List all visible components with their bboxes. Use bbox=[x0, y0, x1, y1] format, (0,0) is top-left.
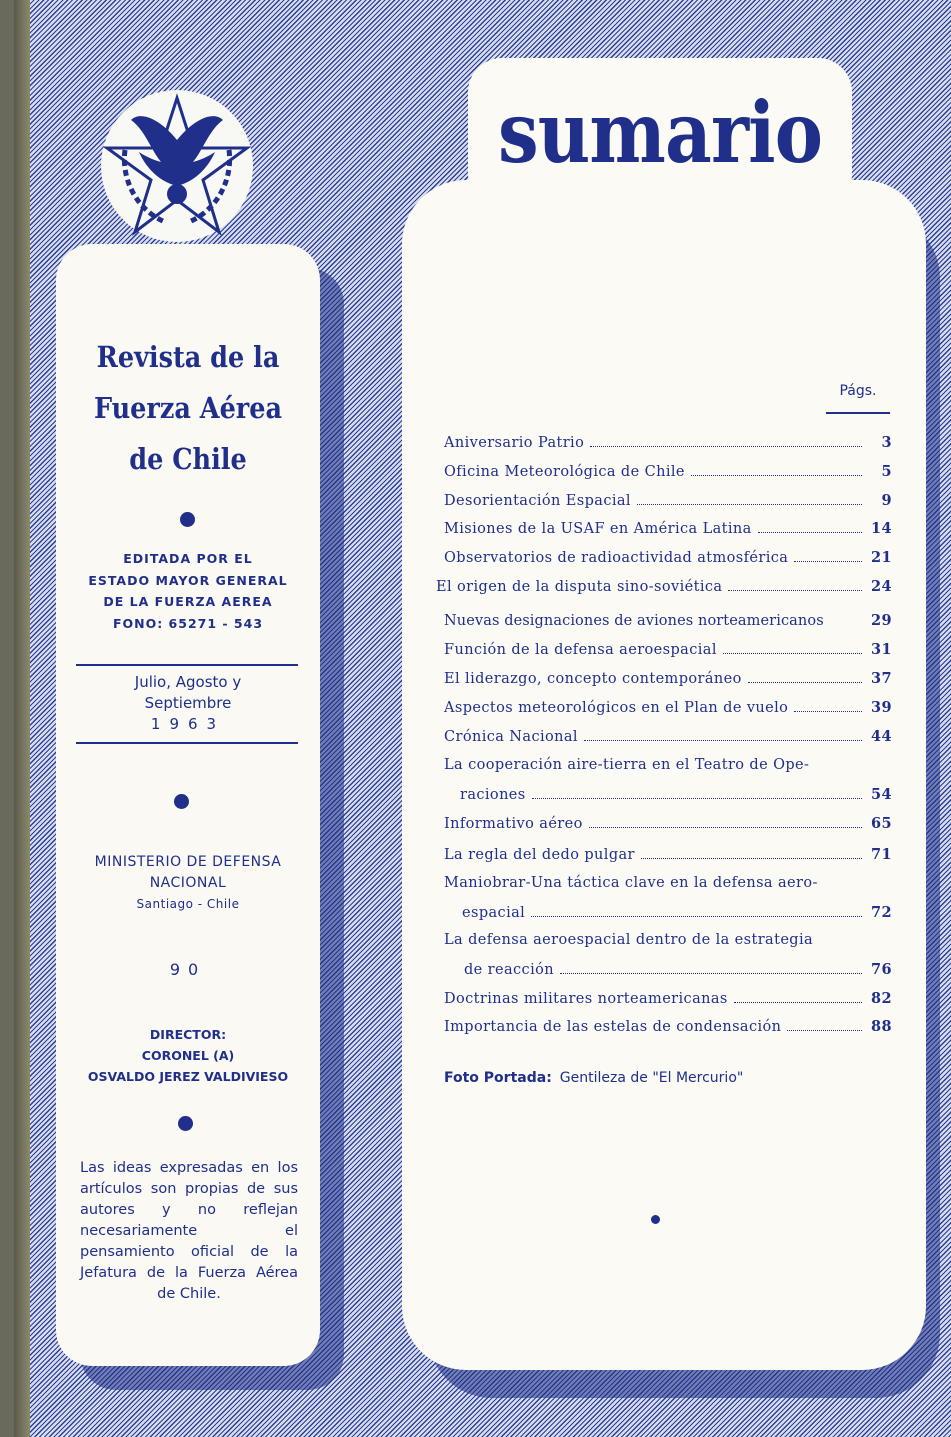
ministry-info bbox=[56, 852, 320, 915]
divider bbox=[76, 742, 298, 744]
toc-entry[interactable] bbox=[444, 846, 892, 863]
toc-page: 76 bbox=[871, 961, 892, 978]
toc-entry[interactable] bbox=[444, 728, 892, 745]
bullet-dot bbox=[174, 794, 189, 809]
toc-title: Importancia de las estelas de condensación bbox=[444, 1019, 782, 1035]
leader-dots bbox=[758, 524, 862, 533]
toc-page: 21 bbox=[871, 549, 892, 566]
toc-entry-continued[interactable] bbox=[460, 786, 892, 803]
director-line: CORONEL (A) bbox=[141, 1048, 235, 1063]
pages-label: Págs. bbox=[839, 383, 877, 399]
toc-page: 5 bbox=[881, 463, 892, 480]
contents-panel bbox=[402, 180, 926, 1370]
director-line: OSVALDO JEREZ VALDIVIESO bbox=[87, 1069, 289, 1084]
leader-dots bbox=[723, 645, 862, 654]
director-line: DIRECTOR: bbox=[149, 1027, 227, 1042]
cover-photo-label: Foto Portada: bbox=[444, 1070, 552, 1086]
toc-page: 65 bbox=[871, 815, 892, 832]
publisher-line: DE LA FUERZA AEREA bbox=[103, 594, 273, 609]
toc-title: Aspectos meteorológicos en el Plan de vuelo bbox=[444, 700, 789, 716]
eagle-star-icon bbox=[101, 90, 253, 242]
phone-line: FONO: 65271 - 543 bbox=[112, 615, 264, 631]
toc-page: 72 bbox=[871, 904, 892, 921]
leader-dots bbox=[794, 553, 862, 562]
leader-space bbox=[826, 617, 866, 625]
issue-date bbox=[56, 672, 320, 735]
toc-entry-continued[interactable] bbox=[462, 904, 892, 921]
leader-dots bbox=[584, 732, 862, 741]
toc-entry[interactable] bbox=[444, 757, 892, 773]
title-line: Revista de la bbox=[96, 340, 280, 374]
ministry-line: MINISTERIO DE DEFENSA bbox=[94, 854, 282, 870]
year: 1963 bbox=[150, 715, 226, 733]
toc-page: 82 bbox=[871, 990, 892, 1007]
toc-entry[interactable] bbox=[444, 612, 892, 629]
toc-page: 88 bbox=[871, 1018, 892, 1035]
binding-edge bbox=[14, 0, 30, 1437]
leader-dots bbox=[794, 703, 862, 712]
toc-title: Nuevas designaciones de aviones norteamericanos bbox=[444, 613, 824, 629]
title-line: Fuerza Aérea bbox=[93, 391, 283, 425]
toc-title: La regla del dedo pulgar bbox=[444, 847, 635, 863]
leader-dots bbox=[590, 438, 862, 447]
leader-dots bbox=[641, 850, 862, 859]
toc-entry-continued[interactable] bbox=[464, 961, 892, 978]
toc-page: 31 bbox=[871, 641, 892, 658]
leader-dots bbox=[531, 908, 862, 917]
toc-page: 14 bbox=[871, 520, 892, 537]
publisher-info bbox=[56, 548, 320, 634]
toc-title: Oficina Meteorológica de Chile bbox=[444, 464, 685, 480]
issue-number: 90 bbox=[169, 960, 207, 979]
masthead-panel bbox=[56, 244, 320, 1366]
leader-dots bbox=[748, 674, 862, 683]
toc-page: 37 bbox=[871, 670, 892, 687]
toc-title: Informativo aéreo bbox=[444, 816, 583, 832]
toc-page: 9 bbox=[881, 492, 892, 509]
toc-entry[interactable] bbox=[444, 434, 892, 451]
toc-title: de reacción bbox=[464, 962, 554, 978]
director-info bbox=[56, 1024, 320, 1087]
ministry-line: NACIONAL bbox=[149, 875, 227, 891]
toc-title: Crónica Nacional bbox=[444, 729, 578, 745]
divider bbox=[76, 664, 298, 666]
toc-title: Doctrinas militares norteamericanas bbox=[444, 991, 728, 1007]
toc-entry[interactable] bbox=[444, 990, 892, 1007]
toc-title: El liderazgo, concepto contemporáneo bbox=[444, 671, 742, 687]
toc-entry[interactable] bbox=[444, 699, 892, 716]
toc-page: 54 bbox=[871, 786, 892, 803]
pages-underline bbox=[826, 412, 890, 414]
leader-dots bbox=[589, 819, 862, 828]
city-line: Santiago - Chile bbox=[136, 897, 240, 911]
toc-entry[interactable] bbox=[444, 641, 892, 658]
toc-title: Misiones de la USAF en América Latina bbox=[444, 521, 752, 537]
toc-title: espacial bbox=[462, 905, 526, 921]
bullet-dot bbox=[180, 512, 195, 527]
toc-entry[interactable] bbox=[444, 520, 892, 537]
toc-page: 3 bbox=[881, 434, 892, 451]
toc-title: Observatorios de radioactividad atmosférica bbox=[444, 550, 789, 566]
cover-photo-credit bbox=[444, 1070, 743, 1086]
toc-entry[interactable] bbox=[436, 578, 892, 595]
leader-dots bbox=[560, 965, 862, 974]
disclaimer-text: Las ideas expresadas en los artículos son propias de sus autores y no reflejan necesariamente el pensamiento oficial de la Jefatura de la Fuerza Aérea de Chile. bbox=[80, 1160, 298, 1302]
publisher-line: ESTADO MAYOR GENERAL bbox=[88, 572, 288, 588]
toc-entry[interactable] bbox=[444, 463, 892, 480]
toc-title: El origen de la disputa sino-soviética bbox=[436, 579, 723, 595]
toc-entry[interactable] bbox=[444, 875, 892, 891]
leader-dots bbox=[691, 467, 862, 476]
toc-page: 44 bbox=[871, 728, 892, 745]
toc-page: 71 bbox=[871, 846, 892, 863]
toc-title: Función de la defensa aeroespacial bbox=[444, 642, 717, 658]
toc-entry[interactable] bbox=[444, 670, 892, 687]
toc-title: La cooperación aire-tierra en el Teatro de Ope- bbox=[444, 757, 810, 773]
leader-dots bbox=[532, 790, 862, 799]
bullet-dot bbox=[651, 1215, 660, 1224]
magazine-page bbox=[14, 0, 951, 1437]
date-line: Septiembre bbox=[144, 694, 232, 712]
toc-title: Aniversario Patrio bbox=[444, 435, 585, 451]
toc-page: 29 bbox=[871, 612, 892, 629]
air-force-emblem bbox=[101, 90, 253, 242]
leader-dots bbox=[637, 496, 862, 505]
cover-photo-source: Gentileza de "El Mercurio" bbox=[559, 1070, 744, 1086]
toc-entry[interactable] bbox=[444, 549, 892, 566]
toc-title: raciones bbox=[460, 787, 526, 803]
toc-entry[interactable] bbox=[444, 1018, 892, 1035]
toc-page: 24 bbox=[871, 578, 892, 595]
toc-title: La defensa aeroespacial dentro de la estrategia bbox=[444, 932, 814, 948]
toc-entry[interactable] bbox=[444, 932, 892, 948]
bullet-dot bbox=[178, 1116, 193, 1131]
leader-dots bbox=[728, 582, 862, 591]
toc-entry[interactable] bbox=[444, 815, 892, 832]
toc-title: Maniobrar-Una táctica clave en la defensa aero- bbox=[444, 875, 818, 891]
toc-page: 39 bbox=[871, 699, 892, 716]
magazine-title bbox=[72, 332, 304, 485]
leader-dots bbox=[787, 1022, 862, 1031]
publisher-line: EDITADA POR EL bbox=[123, 551, 253, 566]
contents-heading: sumario bbox=[497, 83, 823, 182]
date-line: Julio, Agosto y bbox=[134, 673, 242, 691]
title-line: de Chile bbox=[129, 442, 247, 476]
leader-dots bbox=[734, 994, 862, 1003]
toc-title: Desorientación Espacial bbox=[444, 493, 631, 509]
toc-entry[interactable] bbox=[444, 492, 892, 509]
